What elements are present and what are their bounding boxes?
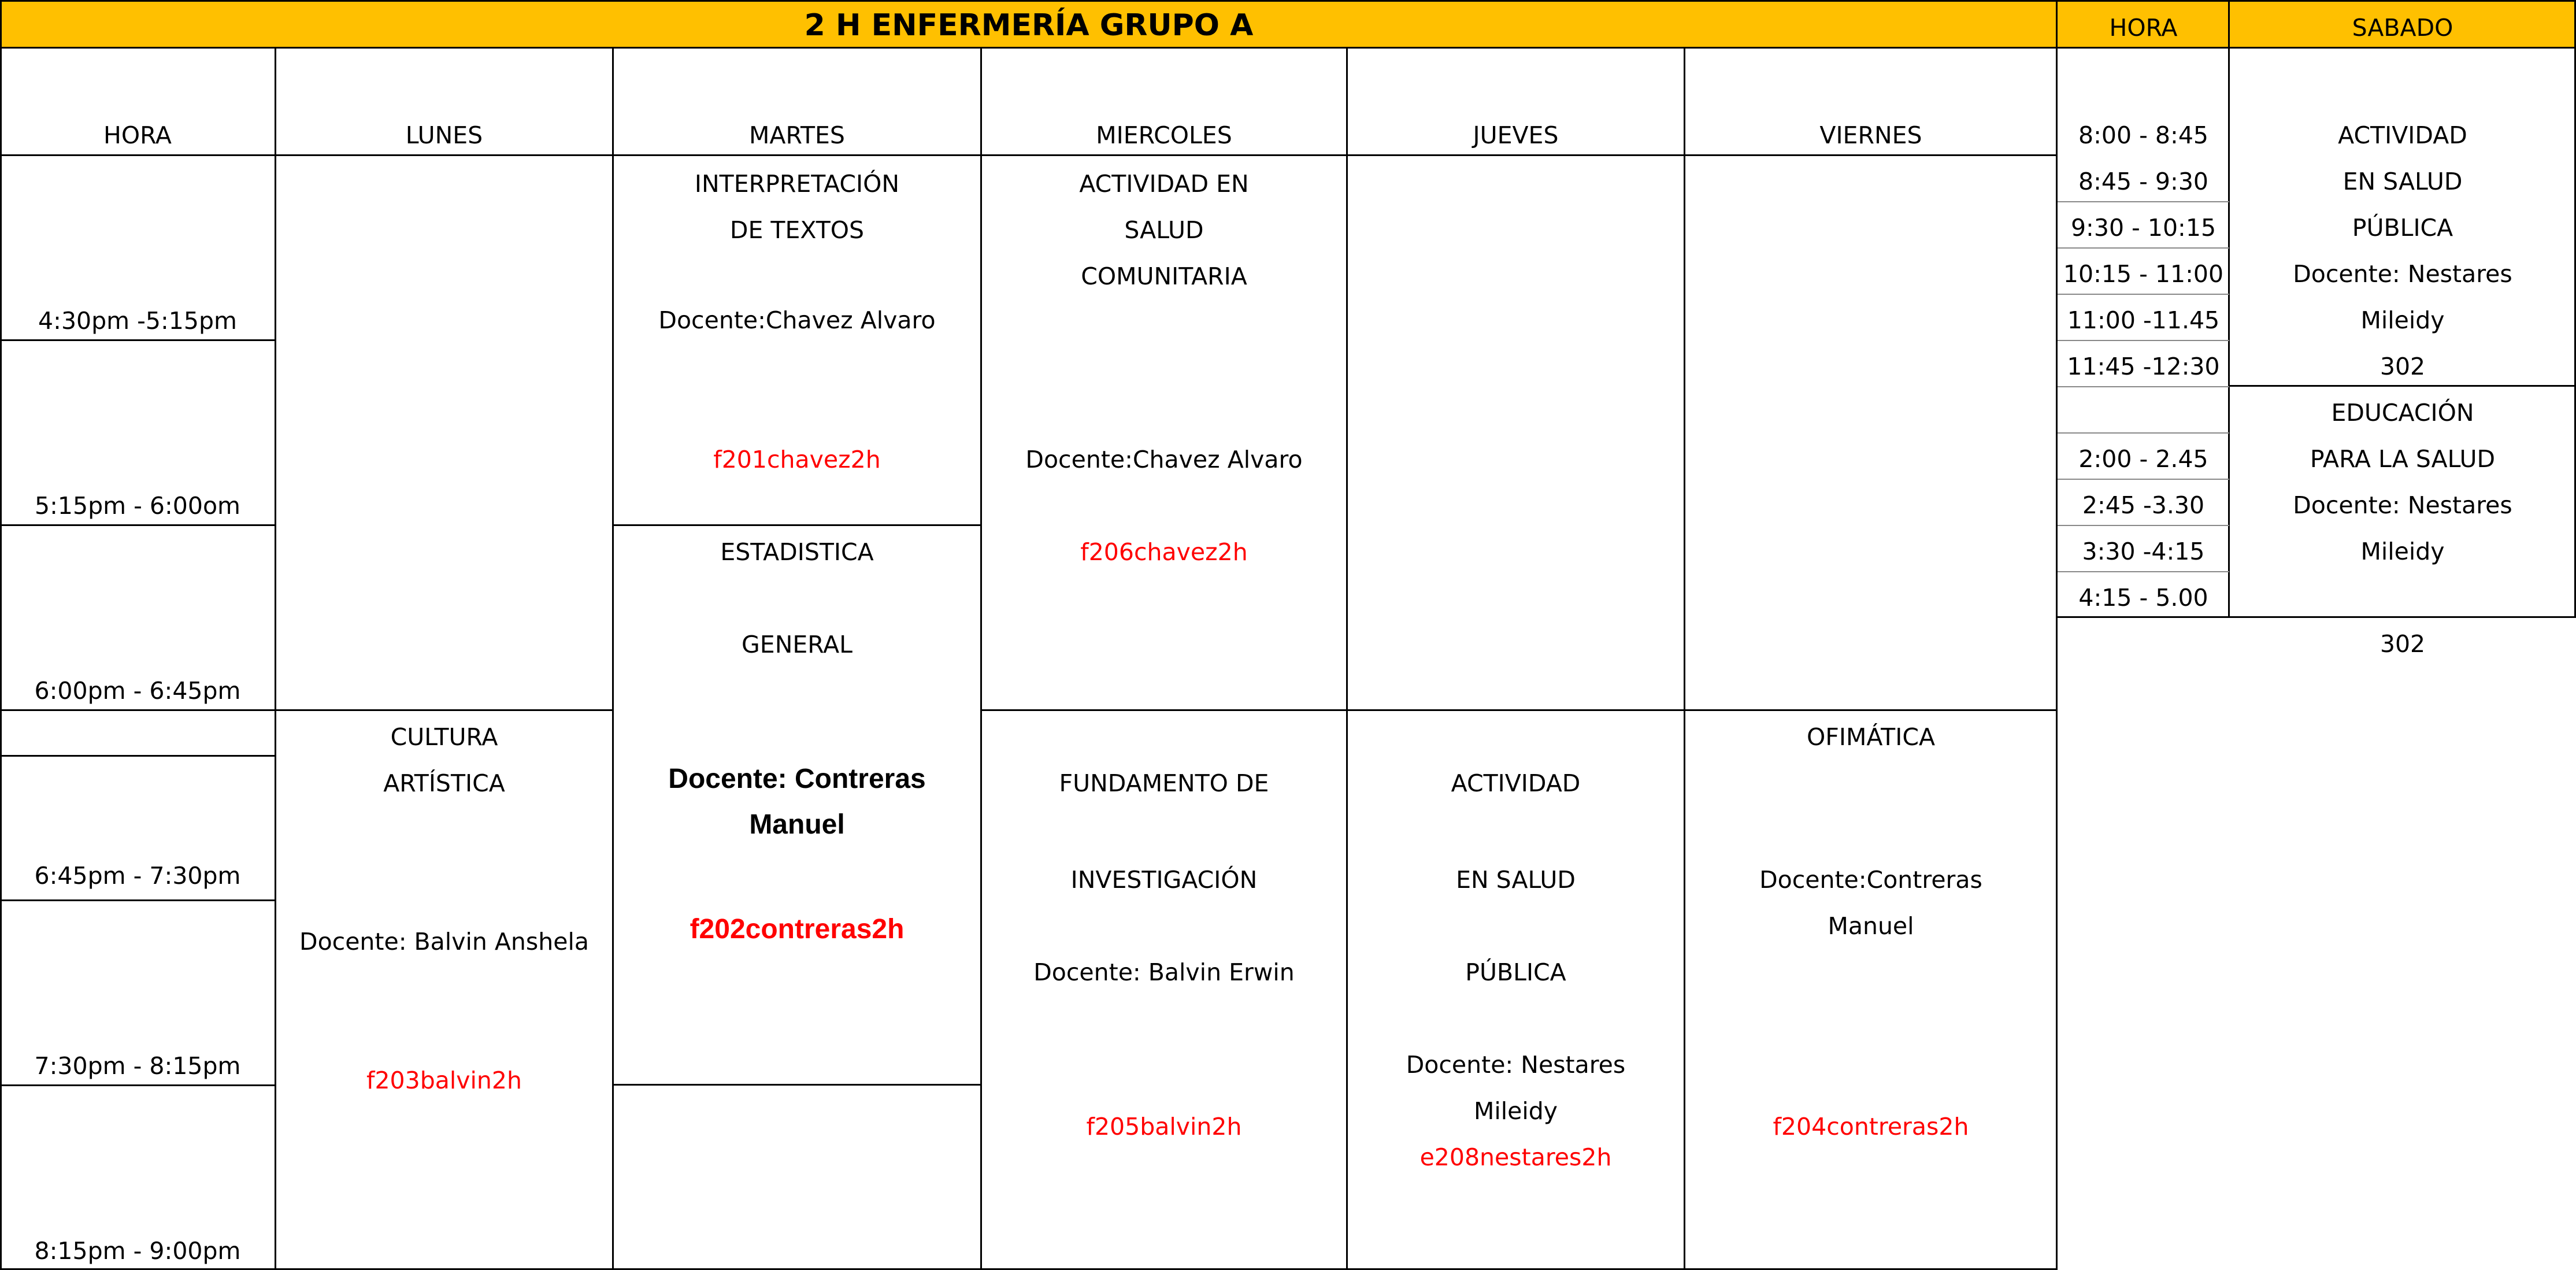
- grid-line: [1346, 47, 1348, 1270]
- grid-line: [2058, 201, 2229, 202]
- grid-line: [2058, 571, 2229, 572]
- course-code: f206chavez2h: [1080, 538, 1248, 566]
- grid-line: [1684, 47, 1685, 1270]
- grid-line: [0, 524, 275, 526]
- grid-line: [0, 709, 613, 711]
- col-header-lunes: LUNES: [405, 121, 483, 149]
- class-block-investigacion: FUNDAMENTO DE INVESTIGACIÓN Docente: Balvin Erwin f205balvin2h: [981, 710, 1347, 1270]
- course-code: f203balvin2h: [366, 1067, 522, 1094]
- time-slot: 4:30pm -5:15pm: [38, 307, 237, 335]
- course-code: f201chavez2h: [713, 446, 881, 473]
- saturday-header: SABADO: [2229, 0, 2576, 47]
- grid-line: [2058, 340, 2229, 341]
- grid-line: [980, 47, 982, 1270]
- grid-line: [2058, 432, 2229, 434]
- col-header-miercoles: MIERCOLES: [1096, 121, 1232, 149]
- grid-line: [2058, 525, 2229, 526]
- time-slot: 6:45pm - 7:30pm: [34, 862, 241, 890]
- title-bar: [0, 0, 2058, 47]
- saturday-hours: 8:00 - 8:45 8:45 - 9:30 9:30 - 10:15 10:15 - 11:00 11:00 -11.45 11:45 -12:30 2:00 - 2.45 2:45 -3.30 3:30 -4:15 4:15 - 5.00: [2063, 121, 2224, 612]
- saturday-class-salud-publica: ACTIVIDAD EN SALUD PÚBLICA Docente: Nestares Mileidy 302: [2293, 121, 2512, 380]
- time-slot: 7:30pm - 8:15pm: [34, 1052, 241, 1080]
- class-block-ofimatica: OFIMÁTICA Docente:Contreras Manuel f204contreras2h: [1684, 710, 2058, 1270]
- grid-line: [2230, 385, 2576, 387]
- grid-line: [275, 47, 276, 1270]
- grid-line: [0, 1084, 275, 1086]
- grid-line: [0, 755, 275, 757]
- grid-line: [0, 0, 2576, 2]
- class-block-cultura: CULTURA ARTÍSTICA Docente: Balvin Anshela f203balvin2h: [275, 710, 613, 1270]
- col-header-jueves: JUEVES: [1473, 121, 1559, 149]
- grid-line: [2058, 247, 2229, 249]
- time-slot: 5:15pm - 6:00om: [35, 492, 240, 520]
- saturday-hour-header: HORA: [2058, 0, 2229, 47]
- grid-line: [2056, 0, 2058, 1270]
- class-block-estadistica: ESTADISTICA GENERAL Docente: Contreras Manuel f202contreras2h: [613, 525, 981, 1084]
- grid-line: [2058, 616, 2576, 618]
- class-block-salud-comunitaria: ACTIVIDAD EN SALUD COMUNITARIA Docente:Chavez Alvaro f206chavez2h: [981, 155, 1347, 710]
- grid-line: [613, 524, 981, 526]
- class-block-interpretacion: INTERPRETACIÓN DE TEXTOS Docente:Chavez Alvaro f201chavez2h: [613, 155, 981, 525]
- time-slot: 8:15pm - 9:00pm: [34, 1237, 241, 1265]
- course-code: f205balvin2h: [1086, 1113, 1242, 1141]
- grid-line: [2058, 294, 2229, 295]
- grid-line: [2058, 386, 2229, 387]
- col-header-martes: MARTES: [749, 121, 845, 149]
- saturday-class-educacion: EDUCACIÓN PARA LA SALUD Docente: Nestares Mileidy: [2293, 399, 2512, 565]
- grid-line: [0, 899, 275, 901]
- col-header-viernes: VIERNES: [1819, 121, 1922, 149]
- course-code: f204contreras2h: [1773, 1113, 1969, 1141]
- col-header-hora: HORA: [103, 121, 172, 149]
- class-block-salud-publica: ACTIVIDAD EN SALUD PÚBLICA Docente: Nestares Mileidy e208nestares2h: [1347, 710, 1684, 1270]
- grid-line: [0, 0, 2, 1270]
- course-code: f202contreras2h: [690, 914, 905, 945]
- course-code: e208nestares2h: [1419, 1143, 1612, 1171]
- grid-line: [0, 47, 2576, 49]
- grid-line: [2058, 479, 2229, 480]
- time-slot: 6:00pm - 6:45pm: [34, 677, 241, 705]
- schedule-title: 2 H ENFERMERÍA GRUPO A: [804, 8, 1254, 43]
- grid-line: [0, 339, 275, 341]
- grid-line: [0, 154, 2058, 156]
- grid-line: [981, 709, 2058, 711]
- grid-line: [613, 1084, 981, 1086]
- saturday-room: 302: [2379, 630, 2426, 658]
- grid-line: [612, 47, 614, 1270]
